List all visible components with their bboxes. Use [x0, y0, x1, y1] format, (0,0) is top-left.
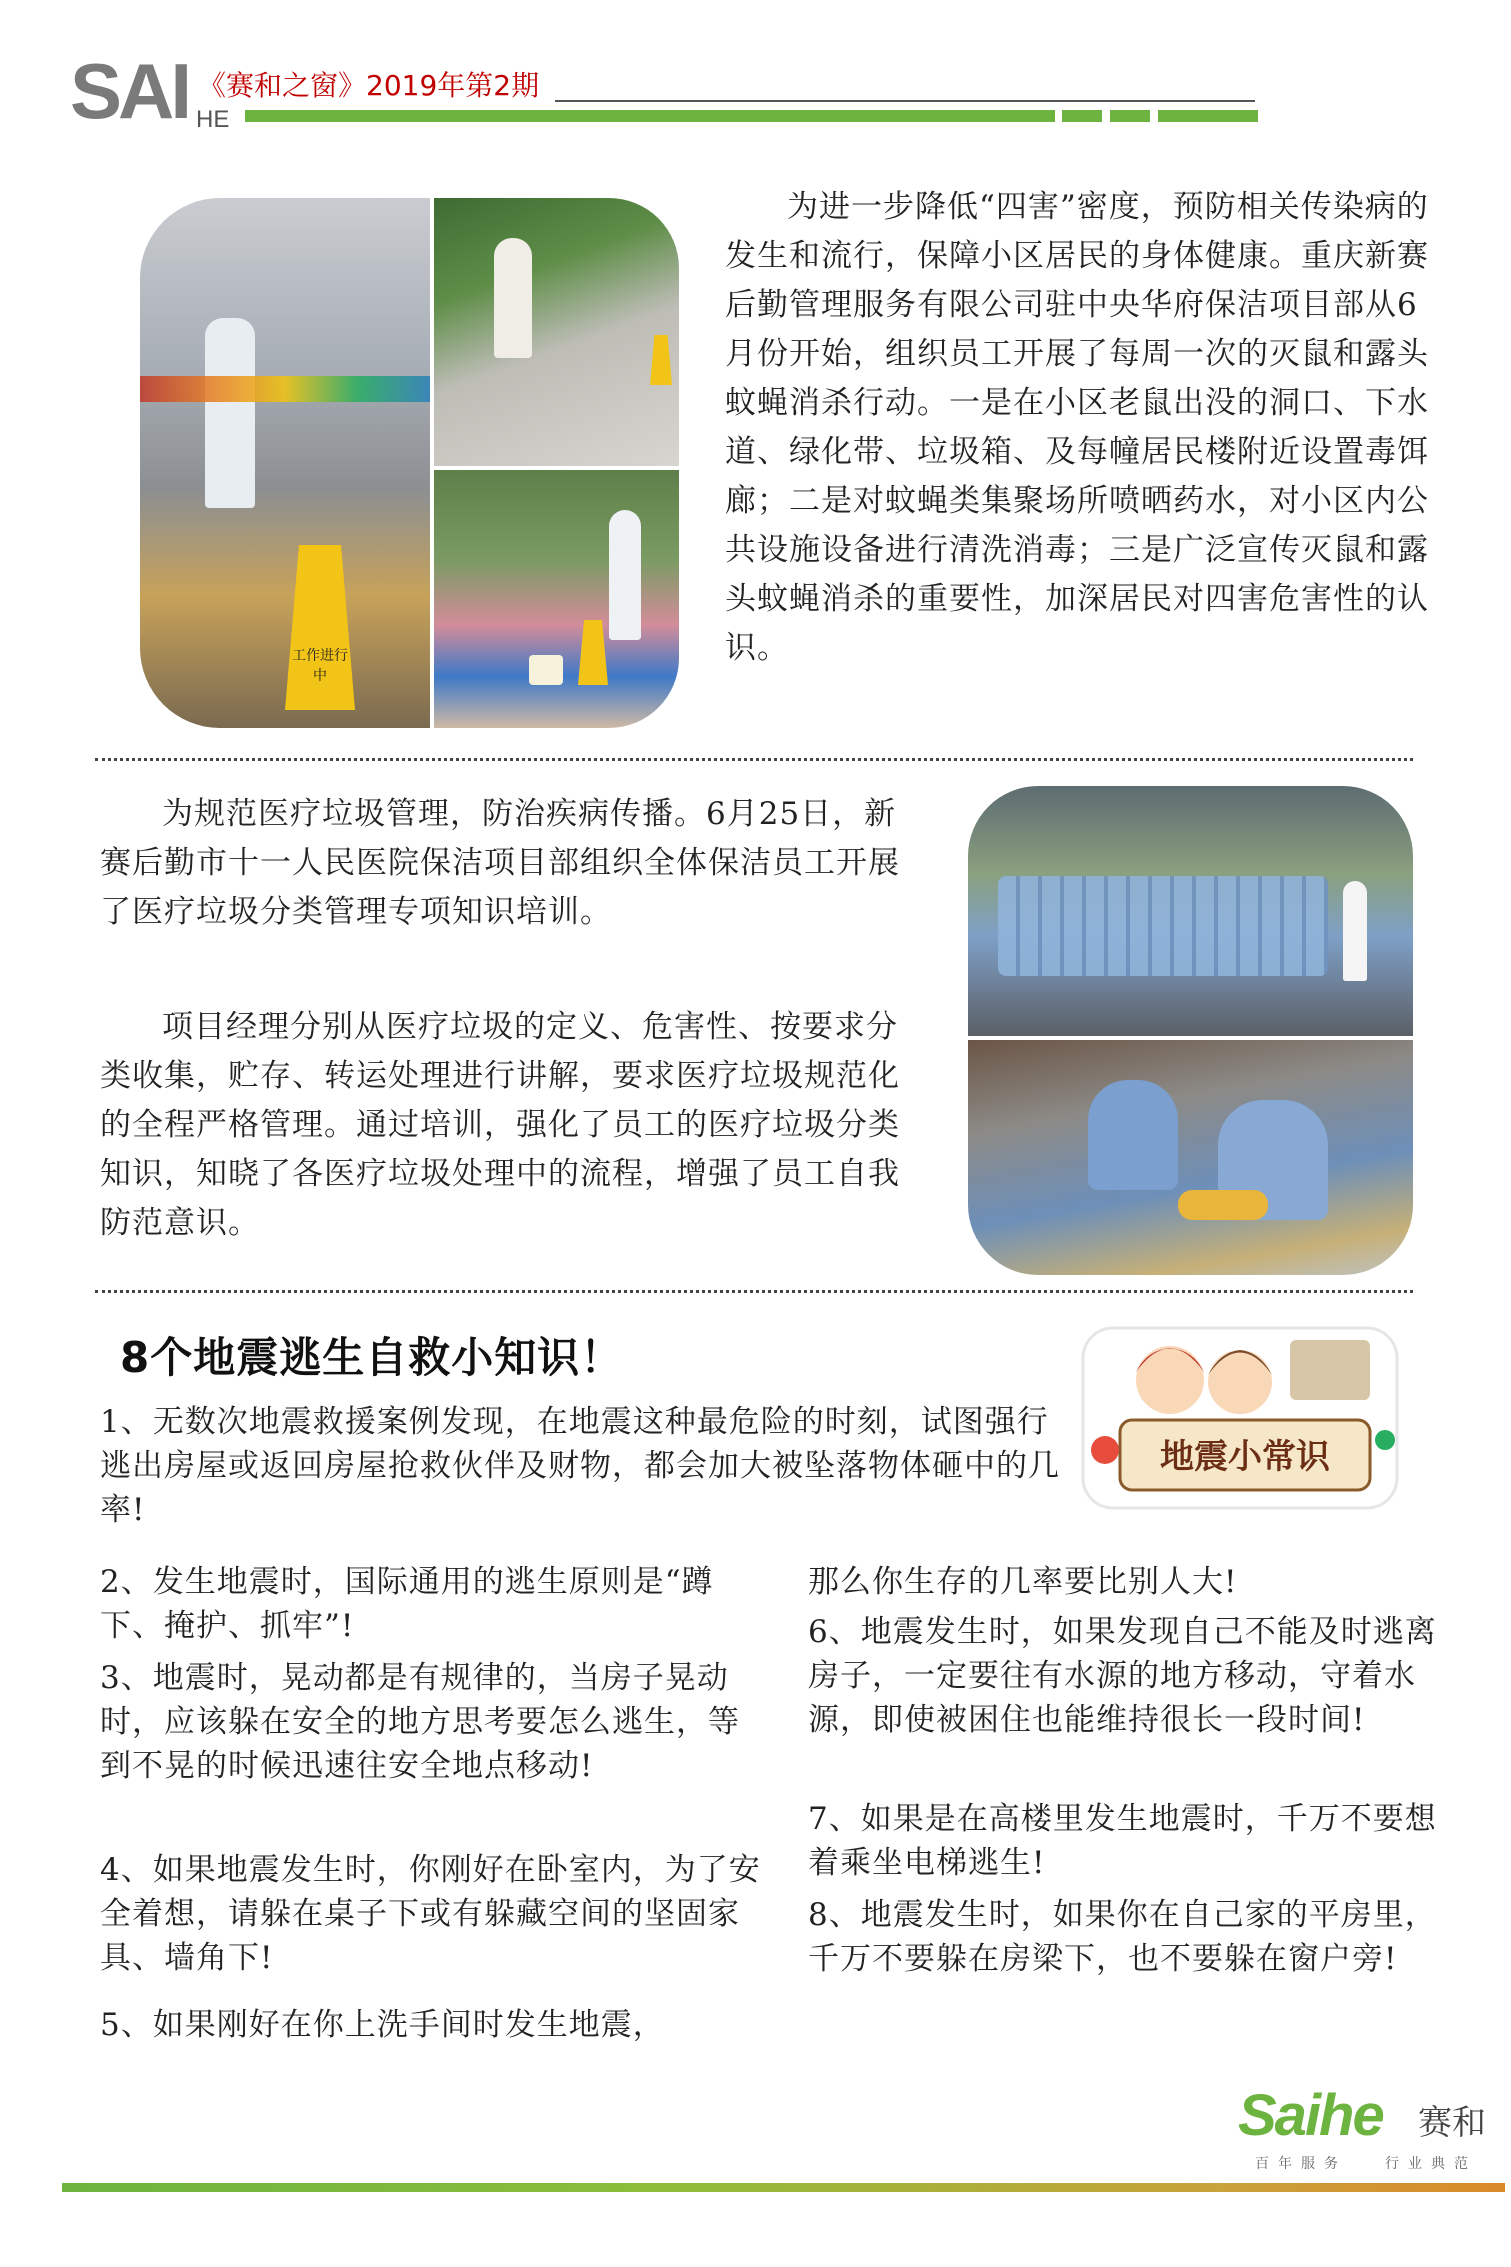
logo-sai: SAI: [70, 47, 189, 135]
presenter-figure: [1343, 881, 1367, 981]
dotted-divider: [95, 758, 1413, 761]
photo-waste-sorting: [968, 1040, 1413, 1275]
worker-figure: [205, 318, 255, 508]
logo-he: HE: [196, 106, 230, 133]
staff-group: [998, 876, 1328, 976]
header-green-block: [1110, 110, 1150, 122]
header-green-block: [1062, 110, 1102, 122]
issue-title: 《赛和之窗》2019年第2期: [198, 69, 540, 102]
cartoon-face-right: [1208, 1350, 1272, 1414]
footer-bar: [62, 2183, 1505, 2192]
header-green-block: [1158, 110, 1258, 122]
header-rule: [555, 100, 1255, 102]
photo-restroom-spraying: [140, 198, 430, 728]
article-medical-waste-p1: 为规范医疗垃圾管理，防治疾病传播。6月25日，新赛后勤市十一人民医院保洁项目部组织全体保洁员工开展了医疗垃圾分类管理专项知识培训。: [100, 796, 900, 930]
worker-figure: [609, 510, 641, 640]
worker-figure: [494, 238, 532, 358]
tip-5: 5、如果刚好在你上洗手间时发生地震，: [100, 2007, 665, 2043]
staff-figure: [1088, 1080, 1178, 1190]
color-stripe: [140, 376, 430, 402]
tip-3: 3、地震时，晃动都是有规律的，当房子晃动时，应该躲在安全的地方思考要怎么逃生，等到不晃的时候迅速往安全地点移动!: [100, 1660, 740, 1784]
cartoon-face-left: [1136, 1346, 1204, 1414]
brand-chinese: 赛和: [1418, 2103, 1486, 2143]
gloves: [1178, 1190, 1268, 1220]
slogan-left: 百年服务: [1255, 2156, 1347, 2172]
tip-7: 7、如果是在高楼里发生地震时，千万不要想着乘坐电梯逃生!: [808, 1801, 1437, 1881]
header-green-bar: [245, 110, 1055, 122]
earthquake-badge: [1075, 1320, 1405, 1515]
tip-1: 1、无数次地震救援案例发现，在地震这种最危险的时刻，试图强行逃出房屋或返回房屋抢救伙伴及财物，都会加大被坠落物体砸中的几率!: [100, 1404, 1060, 1528]
brand-logo: Saihe: [1238, 2083, 1383, 2148]
article-medical-waste-p2: 项目经理分别从医疗垃圾的定义、危害性、按要求分类收集，贮存、转运处理进行讲解，要求医疗垃圾规范化的全程严格管理。通过培训，强化了员工的医疗垃圾分类知识，知晓了各医疗垃圾处理中的流程，增强了员工自我防范意识。: [100, 1009, 900, 1241]
sign-label: 工作进行中: [292, 648, 348, 684]
tip-5-continued: 那么你生存的几率要比别人大!: [808, 1564, 1238, 1600]
photo-staff-training: [968, 786, 1413, 1036]
earthquake-heading: 8个地震逃生自救小知识！: [120, 1333, 624, 1382]
bucket: [529, 655, 563, 685]
tip-8: 8、地震发生时，如果你在自己家的平房里，千万不要躲在房梁下，也不要躲在窗户旁!: [808, 1897, 1437, 1977]
article-pest-control: 为进一步降低“四害”密度，预防相关传染病的发生和流行，保障小区居民的身体健康。重庆新赛后勤管理服务有限公司驻中央华府保洁项目部从6月份开始，组织员工开展了每周一次的灭鼠和露头蚊蝇消杀行动。一是在小区老鼠出没的洞口、下水道、绿化带、垃圾箱、及每幢居民楼附近设置毒饵廊；二是对蚊蝇类集聚场所喷晒药水，对小区内公共设施设备进行清洗消毒；三是广泛宣传灭鼠和露头蚊蝇消杀的重要性，加深居民对四害危害性的认识。: [725, 189, 1429, 666]
tip-4: 4、如果地震发生时，你刚好在卧室内，为了安全着想，请躲在桌子下或有躲藏空间的坚固家具、墙角下!: [100, 1852, 761, 1976]
photo-playground-cleaning: [434, 470, 679, 728]
dotted-divider: [95, 1290, 1413, 1293]
tip-2: 2、发生地震时，国际通用的逃生原则是“蹲下、掩护、抓牢”!: [100, 1564, 714, 1644]
tip-6: 6、地震发生时，如果发现自己不能及时逃离房子，一定要往有水源的地方移动，守着水源，即使被困住也能维持很长一段时间!: [808, 1614, 1437, 1738]
photo-path-spraying: [434, 198, 679, 466]
slogan-right: 行业典范: [1385, 2156, 1477, 2172]
badge-label: 地震小常识: [1160, 1437, 1330, 1477]
